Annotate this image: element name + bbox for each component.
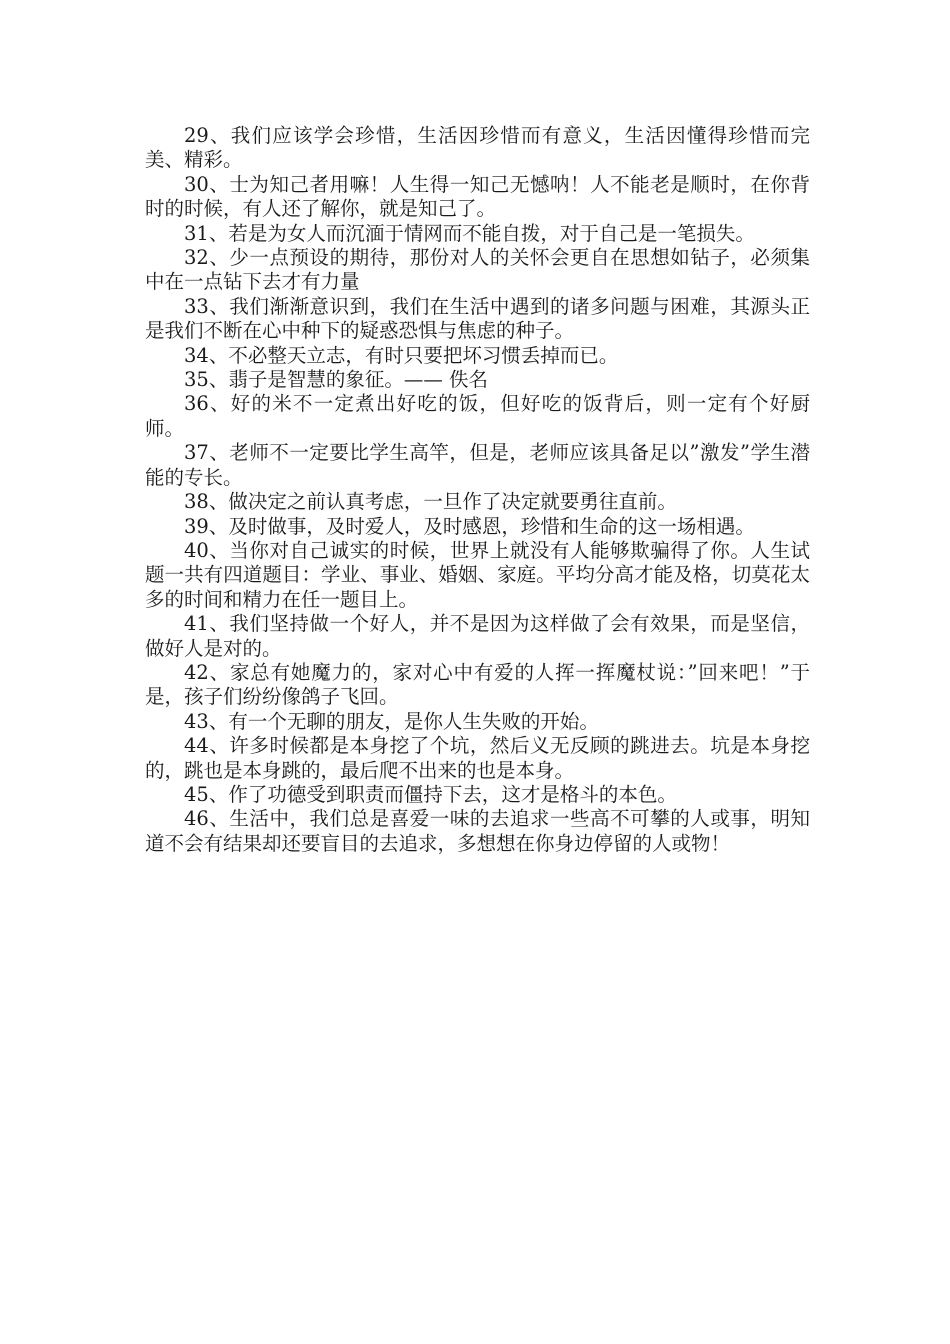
quote-paragraph-35: 35、翡子是智慧的象征。—— 佚名 — [184, 368, 489, 392]
quote-paragraph-45: 45、作了功德受到职责而僵持下去，这才是格斗的本色。 — [184, 782, 677, 806]
quote-paragraph-30: 30、士为知己者用嘛！人生得一知己无憾呐！人不能老是顺时，在你背时的时候，有人还了解你，就是知己了。 — [145, 172, 810, 221]
quote-paragraph-42: 42、家总有她魔力的，家对心中有爱的人挥一挥魔杖说：”回来吧！”于是，孩子们纷纷像鸽子飞回。 — [145, 660, 810, 709]
quote-paragraph-37: 37、老师不一定要比学生高竿，但是，老师应该具备足以”激发”学生潜能的专长。 — [145, 441, 810, 489]
quote-paragraph-46: 46、生活中，我们总是喜爱一味的去追求一些高不可攀的人或事，明知道不会有结果却还要盲目的去追求，多想想在你身边停留的人或物！ — [145, 807, 810, 855]
quote-paragraph-41: 41、我们坚持做一个好人，并不是因为这样做了会有效果，而是坚信，做好人是对的。 — [145, 612, 810, 660]
quote-paragraph-34: 34、不必整天立志，有时只要把坏习惯丢掉而已。 — [184, 343, 619, 367]
quote-paragraph-32: 32、少一点预设的期待，那份对人的关怀会更自在思想如钻子，必须集中在一点钻下去才有力量 — [145, 246, 810, 294]
quote-paragraph-43: 43、有一个无聊的朋友，是你人生失败的开始。 — [184, 709, 599, 733]
quote-paragraph-31: 31、若是为女人而沉湎于情网而不能自拨，对于自己是一笔损失。 — [184, 221, 755, 245]
document-body — [145, 124, 810, 856]
quote-paragraph-44: 44、许多时候都是本身挖了个坑，然后义无反顾的跳进去。坑是本身挖的，跳也是本身跳的，最后爬不出来的也是本身。 — [145, 734, 810, 782]
quote-paragraph-38: 38、做决定之前认真考虑，一旦作了决定就要勇往直前。 — [184, 490, 677, 514]
quote-paragraph-29: 29、我们应该学会珍惜，生活因珍惜而有意义，生活因懂得珍惜而完美、精彩。 — [145, 124, 810, 172]
quote-paragraph-33: 33、我们渐渐意识到，我们在生活中遇到的诸多问题与困难，其源头正是我们不断在心中种下的疑惑恐惧与焦虑的种子。 — [145, 294, 810, 343]
quote-paragraph-40: 40、当你对自己诚实的时候，世界上就没有人能够欺骗得了你。人生试题一共有四道题目：学业、事业、婚姻、家庭。平均分高才能及格，切莫花太多的时间和精力在任一题目上。 — [145, 538, 810, 611]
quote-paragraph-36: 36、好的米不一定煮出好吃的饭，但好吃的饭背后，则一定有个好厨师。 — [145, 392, 810, 440]
quote-paragraph-39: 39、及时做事，及时爱人，及时感恩，珍惜和生命的这一场相遇。 — [184, 514, 755, 538]
